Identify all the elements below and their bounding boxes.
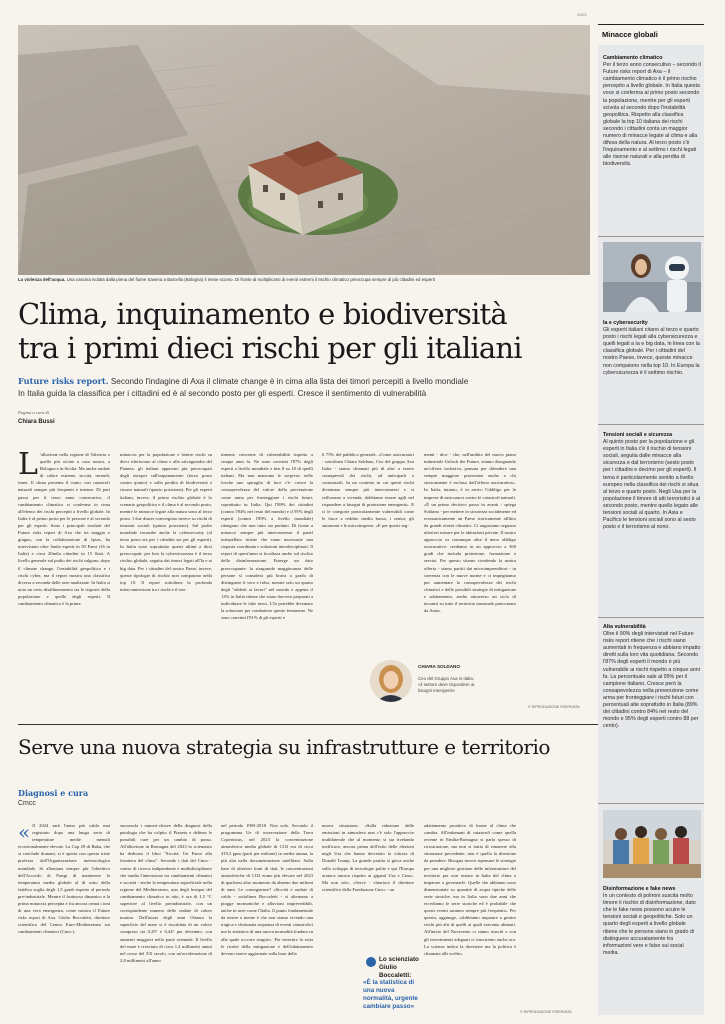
second-column-1	[18, 822, 110, 1012]
second-column-5: adattamento proattivo di fronte al clima che cambia. All'indomani di catastrofi come quella recente in Emilia-Romagna si parla spesso di ricostruzione, ma non si tratta di rimanere alla situazione precedente, non è quella la direzione da prendere. Bisogna invece ripensare le strategie per una migliore gestione delle infrastrutture del territorio per non restare in balia del clima e imparare a governarle. Quelle che abbiamo sono dimensionate su quantità di acqua tipiche delle serie storiche, ma in Italia sono due anni che eccediamo le serie storiche ed è probabile che questi eventi saranno sempre più frequenti». Per questo, aggiunge, «dobbiamo imparare a gestire rischi più alti di quelli ai quali eravamo abituati. All'inizio del Novecento ci siamo riusciti e con gli investimenti adeguati ci riusciremo anche ora. La scienza indica la direzione ma la politica è chiamata alle scelte».	[424, 823, 516, 956]
sidebar-divider	[598, 617, 704, 618]
sidebar-block-text: Gli esperti italiani citano al terzo e quarto posto i rischi legati alla cybersicurezza e quelli legati a Ia e big data, in linea con la classifica globale. Per i cittadini del nostro Paese, invece, queste minacce non compaiono nella top 10. In Europa la cybersicurezza è il settimo rischio.	[603, 327, 700, 376]
standfirst-1: Secondo l'indagine di Axa il climate change è in cima alla lista dei timori percepiti a livello mondiale	[110, 377, 469, 386]
caption-bold: La violenza dell'acqua.	[18, 277, 66, 282]
dropcap: L	[18, 451, 38, 482]
headline-line-1: Clima, inquinamento e biodiversità	[18, 297, 507, 331]
page-number: 20/21	[577, 12, 588, 17]
sidebar-block-title: Ia e cybersecurity	[603, 320, 648, 326]
sidebar-block-text: Per il terzo anno consecutivo – secondo il Future risks report di Axa – il cambiamento climatico è il primo rischio percepito a livello globale. In Italia questa voce si conferma al primo posto secondo la popolazione, mentre per gli esperti scivola al secondo dopo l'instabilità geopolitica. Rispetto alla classifica globale la top 10 italiana dei rischi secondo i cittadini conta un maggior numero di minacce legate al clima e alla difesa della natura. Al terzo posto c'è l'inquinamento e al settimo i rischi legati alle risorse naturali e alla perdita di biodiversità.	[603, 62, 701, 168]
byline-prefix: Pagina a cura di	[18, 410, 50, 415]
quote-description: Ceo del Gruppo Axa in Italia: «il settore deve rispondere ai bisogni emergenti»	[418, 676, 475, 693]
pull-quote	[363, 956, 423, 1011]
second-author: Cmcc	[18, 800, 36, 807]
sidebar-block-text: Oltre il 90% degli intervistati nel Future risks report ritiene che i rischi siano aumentati in frequenza e abbiano impatto diretti sulla loro vita quotidiana. Secondo l'87% degli esperti il mondo è più vulnerabile ai rischi rispetto a cinque anni fa. La percentuale sale al 95% per il campione italiano. Cresce però la consapevolezza nella prevenzione come arma per fronteggiare i rischi futuri con percentuali alte soprattutto in Italia (89% dei cittadini contro 84% nel resto del mondo e 95% degli esperti contro 88 per cento).	[603, 631, 701, 730]
standfirst	[18, 376, 593, 399]
second-column-3: nel periodo 1993-2018. Non solo. Secondo il programma Ue di osservazione della Terra Copernicus, nel 2023 la concentrazione atmosferica media globale di CO2 era di circa 419,3 ppm (parti per milione) in media annua, la più alta nella documentazione satellitare. Sulla base di ulteriori fonti di dati, le concentrazioni atmosferiche di CO2 erano più elevate nel 2023 di qualsiasi altro momento da almeno due milioni di anni. Le conseguenze? «Siccità e ondate di caldo - sottolinea Boccaletti - si alternano a piogge monsoniche e alluvioni imprevedibili, anche in aree come l'Italia. Il punto fondamentale da tenere a mente è che non siamo vivendo una tragica e sfortunata sequenza di eventi catastrofici ma la statistica di una nuova normalità fondata su alle quale occorre reagire». Per invertire la rotta le ricette della mitigazione e dell'adattamento devono essere aggiornate sulla base della	[221, 823, 313, 956]
photo-caption	[18, 277, 590, 282]
second-kicker: Diagnosi e cura	[18, 788, 89, 798]
main-headline	[18, 297, 598, 365]
sidebar-block-text: In un contesto di polironi suscita molto timore il rischio di disinformazione, dato che le fake news possono acuire le tensioni sociali e geopolitiche. Solo un quarto degli esperti a livello globale ritiene che le persone siano in grado di distinguere accuratamente tra informazioni vere e false sui social media.	[603, 893, 696, 956]
article-column-2: minaccia per la popolazione e bentre rischi su dieci riferiscono al clima e alla salvaguardia del Pianeta: gli italiani appaiono più preoccupati degli europei sull'inquinamento (terzo posto contro quinto) e sulla perdita di biodiversità e risorse naturali (quarto posizione). Per gli esperti italiani, invece, il primo rischio globale è lo scenario geopolitico e il clima è al secondo posto, mentre le minacce legate alla natura sono al terzo posto. I due duster convergono invece su rischi di tensioni sociali (quinta posizione). Sul podio mondiale incombe anche la cybersecurity (al terzo posto sia per i cittadini sia per gli esperti). In Italia sono soprattutto questi ultimi a dirsi preoccupati: per loro la cybersicurezza è il terzo rischio globale, seguita dai timori legati all'Ia e ai big data. Per i cittadini del nostro Paese, invece, queste tipologie di rischio non compaiono nella top 10. Il report sottolinea la profonda interconnessione tra i rischi e il sen-	[120, 452, 212, 592]
sidebar-block-climate	[603, 55, 701, 169]
copyright-note-2: © RIPRODUZIONE RISERVATA	[520, 1010, 572, 1014]
copyright-note: © RIPRODUZIONE RISERVATA	[528, 705, 580, 709]
sidebar-block-text: Al quinto posto per la popolazione e gli esperti in Italia c'è il rischio di tensioni sociali, seguita dalle minacce alla sicurezza e dal terrorismo (sesto posto per i cittadini e decimo per gli esperti). Il tema è particolarmente sentito a livello europeo nella classifica dei rischi si situa al terzo e quarto posto. Negli Usa per la popolazione il timore di atti terroristici è al secondo posto, mentre quello legato alle tensioni sociali al quarto. In Asia e Pacifico le tensioni sociali sono al sesto posto e il terrorismo al nono.	[603, 439, 701, 531]
robot-photo	[603, 242, 701, 312]
kicker: Future risks report.	[18, 376, 109, 386]
article-column-5: menti - dice - che, nell'ambito del nuovo piano industriale Unlock the Future, stiamo disegnando un'offerta inclusiva, pensata per difendere una sempre maggiore protezione anche a chi storicamente è escluso dall'offerta assicurativa». In Italia, intanto, è in arrivo l'obbligo per le imprese di assicurarsi contro le catastrofi naturali. «È un primo decisivo passo in avanti - spiega Soldano - per mettere in sicurezza socialmente ed economicamente un Paese storicamente afflitto da grandi eventi climatici. Ci auguriamo seguano ulteriori misure per le abitazioni private. Il nostro approccio va comunque oltre il mero obbligo assicurativo: crediamo in un approccio a 360 gradi che includa protezione, formazione e servizi. Per questo stiamo rivedendo la nostra offerta - siamo partiti dai microimprenditori - in coerenza con le nuove norme e ci impegniamo per aumentare la consapevolezza dei rischi climatici e delle possibili strategie di mitigazione e adattamento, anche attraverso un ciclo di incontri su tutto il territorio nazionale patrocinato da Ania».	[424, 452, 516, 614]
byline: Chiara Bussi	[18, 419, 55, 425]
pull-quote-text: «È la statistica di una nuova normalità, urgente cambiare passo»	[363, 979, 418, 1010]
sidebar-block-disinformation	[603, 886, 701, 957]
sidebar-block-title: Cambiamento climatico	[603, 55, 663, 61]
sidebar-block-social	[603, 432, 701, 531]
second-headline: Serve una nuova strategia su infrastrutture e territorio	[18, 735, 550, 759]
standfirst-2: In Italia guida la classifica per i cittadini ed è al secondo posto per gli esperti. Cresce il sentimento di vulnerabilità	[18, 388, 427, 398]
pull-quote-bold: Lo scienziato Giulio Boccaletti:	[379, 956, 419, 979]
article-column-1	[18, 451, 110, 713]
second-column-1-text: Il 2024 sarà l'anno più caldo mai registrato dopo una lunga serie di temperature medie mensili eccezionalmente elevate. La Cop 29 di Baku, che si conclude domani, si è aperta con questa triste profezia dell'Organizzazione meteorologica mondiale. Si allontana sempre più l'obiettivo dell'Accordo di Parigi di mantenere la temperatura media globale al di sotto della fatidica soglia degli 1,5 gradi rispetto al periodo pre-industriale. Mentre il fruttuoso dinamico a la prima minaccia percepita e fra ancora ormai i toni di una vera emergenza, come mostra il Future risks report di Axa. Giulio Boccaletti, direttore scientifico del Centro Euro-Mediterraneo sui cambiamenti climatici (Cmcc),	[18, 823, 110, 935]
article-divider	[18, 724, 598, 725]
students-photo	[603, 810, 701, 878]
flood-photo	[18, 25, 590, 275]
sidebar-block-vulnerability	[603, 624, 701, 730]
sidebar-divider	[598, 236, 704, 237]
sidebar-divider	[598, 803, 704, 804]
second-column-4: nuova situazione. «Sulla riduzione delle emissioni in atmosfera non c'è solo l'approccio multilaterale che al momento si sta rivelando inefficace, ancora prima dell'esito delle elezioni negli Usa che hanno decretato la vittoria di Donald Trump. La grande partita si gioca anche sullo sviluppo di tecnologie pulite e qui l'Europa arranca ancora rispetto ai giganti Usa e Cina». Ma non solo. «Serve - chiarisce il direttore scientifico della Fondazione Cmcc - un	[322, 823, 414, 892]
column-1-text: 'alluvione nella regione di Valencia o quelle più vicine a casa nostra, a Bologna e in Sicilia. Ma anche ondate di calore estreme, siccità, incendi, frane. Il clima presenta il conto, con catastrofi naturali sempre più frequenti e intense. Di pari passo per il terzo anno consecutivo, il cambiamento climatico si conferma in cima all'elenco dei rischi percepiti a livello globale. In Italia è al primo posto per le persone e al secondo per gli esperti. Sono i principali risultati del Future risks report di Axa che tra maggio e giugno, con la collaborazione di Ipsos, ha intervistato oltre 3mila esperti in 50 Paesi (16 in Italia) e circa 20mila cittadini in 15 Stati. A livello generale sul podio dei rischi salgono, dopo il climate change, l'instabilità geopolitica e i rischi cyber, ma il report mostra una classifica diversa a seconda delle aree analizzate. In Italia si nota un certo disallineamento tra le risposte della popolazione e quelle degli esperti. Il cambiamento climatico è la prima	[18, 452, 110, 606]
quote-name: CHIARA SOLDANO	[418, 664, 460, 669]
sidebar-block-title: Alta vulnerabilità	[603, 624, 646, 630]
sidebar-divider	[598, 424, 704, 425]
sidebar-block-title: Disinformazione e fake news	[603, 886, 676, 892]
avatar	[370, 660, 412, 702]
second-column-2: sncozzola i numeri-chiave della diagnosi della patologia che ha colpito il Pianeta e delinea le possibili cure per un cambio di passo. All'alluvione in Romagna del 2023 lo scienziato ha dedicato il libro "Siccità. Un Paese alla frontiera del clima". Secondo i dati del Cmcc - centro di ricerca indipendente e multidisciplinare che studia l'interazione tra cambiamenti climatici e società - anche la temperatura superficiale nella regione del Mediterraneo, uno degli hotspot del cambiamento climatico in atto, è ora di 1,5 °C superiore al livello preindustriale, con un corrispondente numero delle ondate di calore marino. Dall'inizio degli anni Ottanta la superficie del mare si è riscaldata di un valore compreso tra 0,29° e 0,44° per decennio, con aumenti maggiori nella parte orientale. Il livello del mare è cresciuto di circa 1,4 millimetri annui nel corso del XX secolo, con un'accelerazione di 2,8 millimetri all'anno	[120, 823, 212, 963]
article-column-4: il 75% del pubblico generale. «Come assicuratori - sottolinea Chiara Soldano, Ceo del gruppo Axa Italia - siamo chiamati più di altri a essere consapevoli dei rischi, ad anticiparli e contrastarli. In un contesto in cui questi rischi diventano sempre più interconnessi e si rafforzano a vicenda, dobbiamo essere agili nel rispondere a bisogni di protezione emergenti». E ci le categorie particolarmente vulnerabili come le fasce a reddito medio basso, i senior, gli autonomi e le microimprese. «E per questi seg-	[322, 452, 414, 528]
quote-mark: «	[18, 822, 31, 844]
article-column-3: timento crescente di vulnerabilità rispetto a cinque anni fa. Ne sono convinti l'87% degli esperti a livello mondiale e ben 8 su 10 di quelli italiani. Ma non mancano le sorprese: nelle fosche uno spiraglio di luce c'è: cresce la consapevolezza del valore della prevenzione come arma per fronteggiare i rischi futuri, soprattutto in Italia. Qui l'89% dei cittadini (contro l'84% nel resto del mondo) e il 95% degli esperti (contro l'89% a livello mondiale) ritengono che non tutto sia perduto. Di fronte a minacce sempre più interconnesse il panel interpellato ritiene che siano necessarie una risposta coordinata e soluzioni interdisciplinari. Il report di quest'anno si focalizza anche sul rischio della disinformazione. Emerge un dato preoccupante: la stragrande maggioranza delle persone si considera più brava a grado di distinguere il vero e falso, mentre solo un quarto degli "addetti ai lavori" nel mondo e appena il 13% in Italia ritiene che siano davvero preparati a individuare le fake news. L'Ia potrebbe diventare la soluzione per combattere questo fenomeno. Ne sono convinti l'81% di gli esperti e	[221, 452, 313, 621]
sidebar-block-title: Tensioni sociali e sicurezza	[603, 432, 673, 438]
caption-text: Una cascina isolata dalla piena del fiume Savena a Barcella (Bologna) il mese scorso. Di fronte al moltiplicarsi di eventi estremi il rischio climatico preoccupa sempre di più cittadini ed esperti	[66, 277, 435, 282]
headline-line-2: tra i primi dieci rischi per gli italiani	[18, 331, 522, 365]
sidebar-rule	[598, 24, 704, 25]
sidebar-block-cyber	[603, 320, 701, 377]
section-label: Minacce globali	[602, 30, 658, 39]
